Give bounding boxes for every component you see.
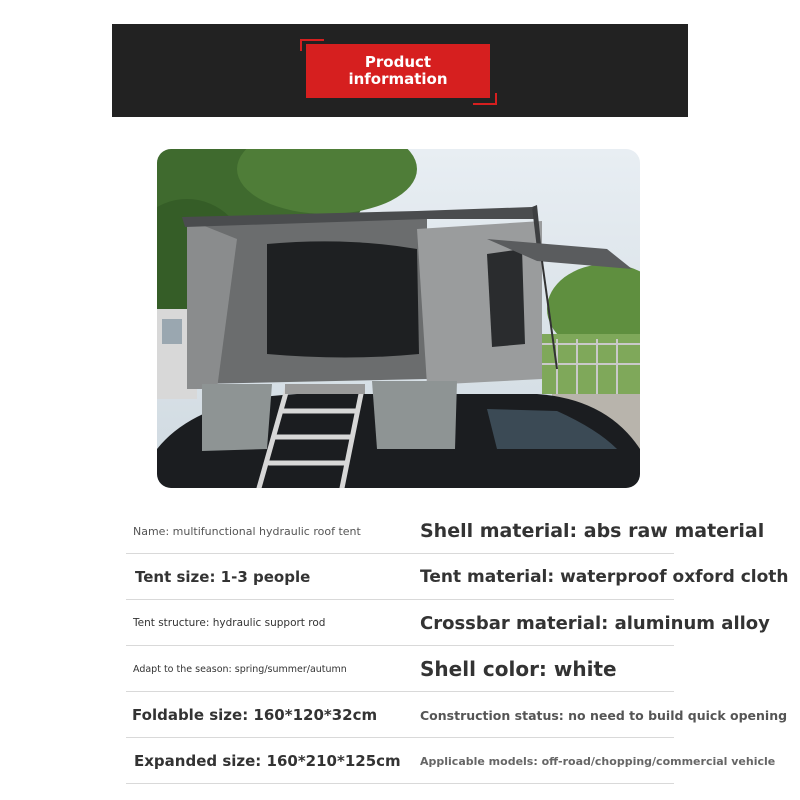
roof-tent-photo bbox=[157, 149, 640, 488]
spec-shell-color: Shell color: white bbox=[420, 657, 617, 681]
spec-row bbox=[0, 692, 800, 738]
spec-expanded-size: Expanded size: 160*210*125cm bbox=[134, 752, 401, 770]
spec-construction-status: Construction status: no need to build quick opening bbox=[420, 707, 788, 723]
spec-shell-material: Shell material: abs raw material bbox=[420, 520, 765, 542]
spec-row bbox=[0, 554, 800, 600]
spec-row bbox=[0, 646, 800, 692]
spec-crossbar-material: Crossbar material: aluminum alloy bbox=[420, 612, 770, 634]
row-divider bbox=[126, 783, 674, 784]
spec-row bbox=[0, 738, 800, 784]
spec-tent-structure: Tent structure: hydraulic support rod bbox=[133, 617, 326, 629]
spec-applicable-models: Applicable models: off-road/chopping/commercial vehicle bbox=[420, 754, 776, 768]
spec-foldable-size: Foldable size: 160*120*32cm bbox=[132, 706, 378, 724]
spec-tent-size: Tent size: 1-3 people bbox=[135, 568, 311, 586]
spec-row bbox=[0, 508, 800, 554]
badge-line-2: information bbox=[348, 70, 448, 88]
spec-tent-material: Tent material: waterproof oxford cloth bbox=[420, 567, 789, 587]
roof-tent-illustration bbox=[157, 149, 640, 488]
spec-name: Name: multifunctional hydraulic roof tent bbox=[133, 524, 361, 538]
spec-row bbox=[0, 600, 800, 646]
product-information-badge bbox=[306, 44, 490, 98]
spec-season: Adapt to the season: spring/summer/autumn bbox=[133, 663, 347, 675]
badge-corner-bottom-right bbox=[473, 93, 497, 105]
badge-line-1: Product bbox=[364, 53, 432, 71]
